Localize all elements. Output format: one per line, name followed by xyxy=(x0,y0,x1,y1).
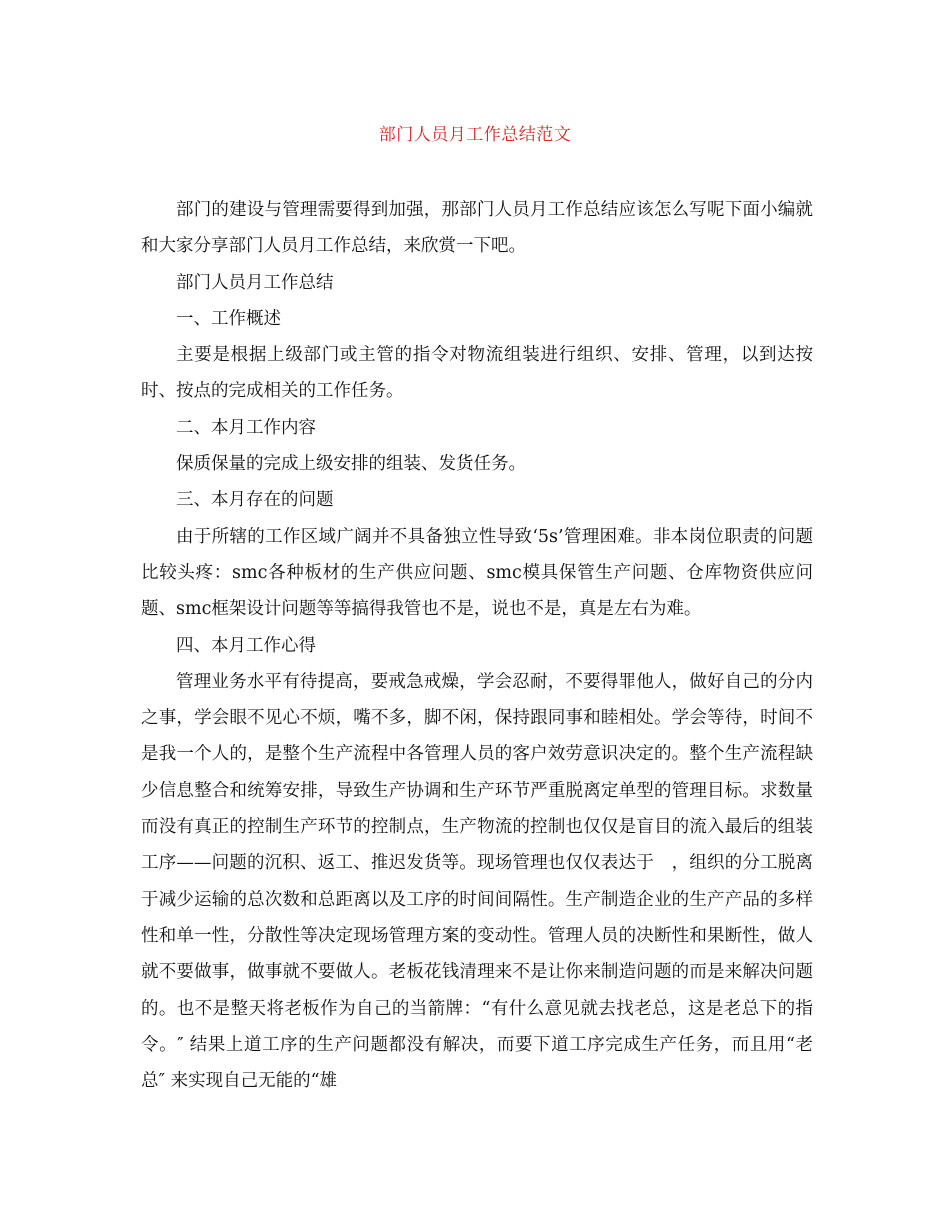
overview-paragraph: 主要是根据上级部门或主管的指令对物流组装进行组织、安排、管理，以到达按时、按点的完成相关的工作任务。 xyxy=(141,345,813,402)
intro-paragraph: 部门的建设与管理需要得到加强，那部门人员月工作总结应该怎么写呢下面小编就和大家分享部门人员月工作总结，来欣赏一下吧。 xyxy=(141,200,813,257)
section-heading-problems: 三、本月存在的问题 xyxy=(176,490,334,511)
document-body xyxy=(141,192,813,1099)
section-heading-main: 部门人员月工作总结 xyxy=(176,272,334,293)
content-paragraph: 保质保量的完成上级安排的组装、发货任务。 xyxy=(176,454,526,475)
section-heading-content: 二、本月工作内容 xyxy=(176,417,316,438)
section-heading-overview: 一、工作概述 xyxy=(176,308,281,329)
section-heading-insights: 四、本月工作心得 xyxy=(176,635,316,656)
insights-paragraph: 管理业务水平有待提高，要戒急戒燥，学会忍耐，不要得罪他人，做好自己的分内之事，学会眼不见心不烦，嘴不多，脚不闲，保持跟同事和睦相处。学会等待，时间不是我一个人的，是整个生产流程中各管理人员的客户效劳意识决定的。整个生产流程缺少信息整合和统筹安排，导致生产协调和生产环节严重脱离定单型的管理目标。求数量而没有真正的控制生产环节的控制点，生产物流的控制也仅仅是盲目的流入最后的组装工序——问题的沉积、返工、推迟发货等。现场管理也仅仅表达于 ，组织的分工脱离于减少运输的总次数和总距离以及工序的时间间隔性。生产制造企业的生产产品的多样性和单一性，分散性等决定现场管理方案的变动性。管理人员的决断性和果断性，做人就不要做事，做事就不要做人。老板花钱清理来不是让你来制造问题的而是来解决问题的。也不是整天将老板作为自己的当箭牌：“有什么意见就去找老总，这是老总下的指令。″ 结果上道工序的生产问题都没有解决，而要下道工序完成生产任务，而且用“老总″ 来实现自己无能的“雄 xyxy=(141,671,813,1092)
problems-paragraph: 由于所辖的工作区域广阔并不具备独立性导致‘5s’管理困难。非本岗位职责的问题比较头疼：smc各种板材的生产供应问题、smc模具保管生产问题、仓库物资供应问题、smc框架设计问题等等搞得我管也不是，说也不是，真是左右为难。 xyxy=(141,526,813,620)
document-title: 部门人员月工作总结范文 xyxy=(378,125,572,145)
